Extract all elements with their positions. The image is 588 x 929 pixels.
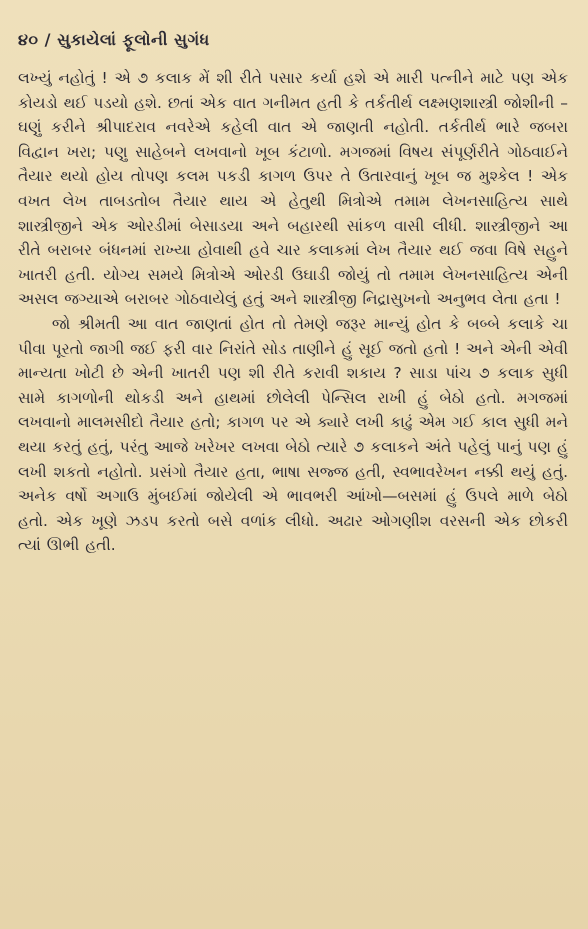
paragraph-1: લખ્યું નહોતું ! એ ૭ કલાક મેં શી રીતે પસાર કર્યા હશે એ મારી પત્નીને માટે પણ એક કોયડો થઈ પડયો હશે. છતાં એક વાત ગનીમત હતી કે તર્કતીર્થ લક્ષ્મણશાસ્ત્રી જોશીની – ઘણું કરીને શ્રીપાદરાવ નવરેએ કહેલી વાત એ જાણતી નહોતી. તર્કતીર્થ ભારે જબરા વિદ્વાન ખરા; પણુ સાહેબને લખવાનો ખૂબ કંટાળો. મગજમાં વિષય સંપૂર્ણરીતે ગોઠવાઈને તૈયાર થયો હોય તોપણ કલમ પકડી કાગળ ઉપર તે ઉતારવાનું ખૂબ જ મુશ્કેલ ! એક વખત લેખ તાબડતોબ તૈયાર થાય એ હેતુથી મિત્રોએ તમામ લેખનસાહિત્ય સાથે શાસ્ત્રીજીને એક ઓરડીમાં બેસાડયા અને બહારથી સાંકળ વાસી લીધી. શાસ્ત્રીજીને આ રીતે બરાબર બંધનમાં રાખ્યા હોવાથી હવે ચાર કલાકમાં લેખ તૈયાર થઈ જવા વિષે સહુને ખાતરી હતી. યોગ્ય સમયે મિત્રોએ ઓરડી ઉઘાડી જોયું તો તમામ લેખનસાહિત્ય એની અસલ જગ્યાએ બરાબર ગોઠવાયેલું હતું અને શાસ્ત્રીજી નિદ્રાસુખનો અનુભવ લેતા હતા !	[18, 69, 568, 309]
paragraph-2: જો શ્રીમતી આ વાત જાણતાં હોત તો તેમણે જરૂર માન્યું હોત કે બબ્બે કલાકે ચા પીવા પૂરતો જાગી જઈ ફરી વાર નિરાંતે સોડ તાણીને હું સૂઈ જતો હતો ! અને એની એવી માન્યતા ખોટી છે એની ખાતરી પણ શી રીતે કરાવી શકાય ? સાડા પાંચ ૭ કલાક સુધી સામે કાગળોની થોકડી અને હાથમાં છોલેલી પેન્સિલ રાખી હું બેઠો હતો. મગજમાં લખવાનો માલમસીદો તૈયાર હતો; કાગળ પર એ ક્યારે લખી કાઢું એમ ગઈ કાલ સુધી મને થયા કરતું હતું, પરંતુ આજે ખરેખર લખવા બેઠો ત્યારે ૭ કલાકને અંતે પહેલું પાનું પણ હું લખી શકતો નહોતો. પ્રસંગો તૈયાર હતા, ભાષા સજ્જ હતી, સ્વભાવરેખન નક્કી થયું હતું. અનેક વર્ષો અગાઉ મુંબઈમાં જોયેલી એ ભાવભરી આંખો—બસમાં હું ઉપલે માળે બેઠો હતો. એક ખૂણે ઝડપ કરતો બસે વળાંક લીધો. અઢાર ઓગણીશ વરસની એક છોકરી ત્યાં ઊભી હતી.	[18, 314, 568, 555]
book-title: સુકાયેલાં ફૂલોની સુગંધ	[57, 30, 210, 49]
body-text	[18, 66, 568, 558]
header-separator: /	[44, 30, 51, 49]
running-header	[18, 30, 568, 50]
page-number: ૪૦	[18, 30, 39, 49]
